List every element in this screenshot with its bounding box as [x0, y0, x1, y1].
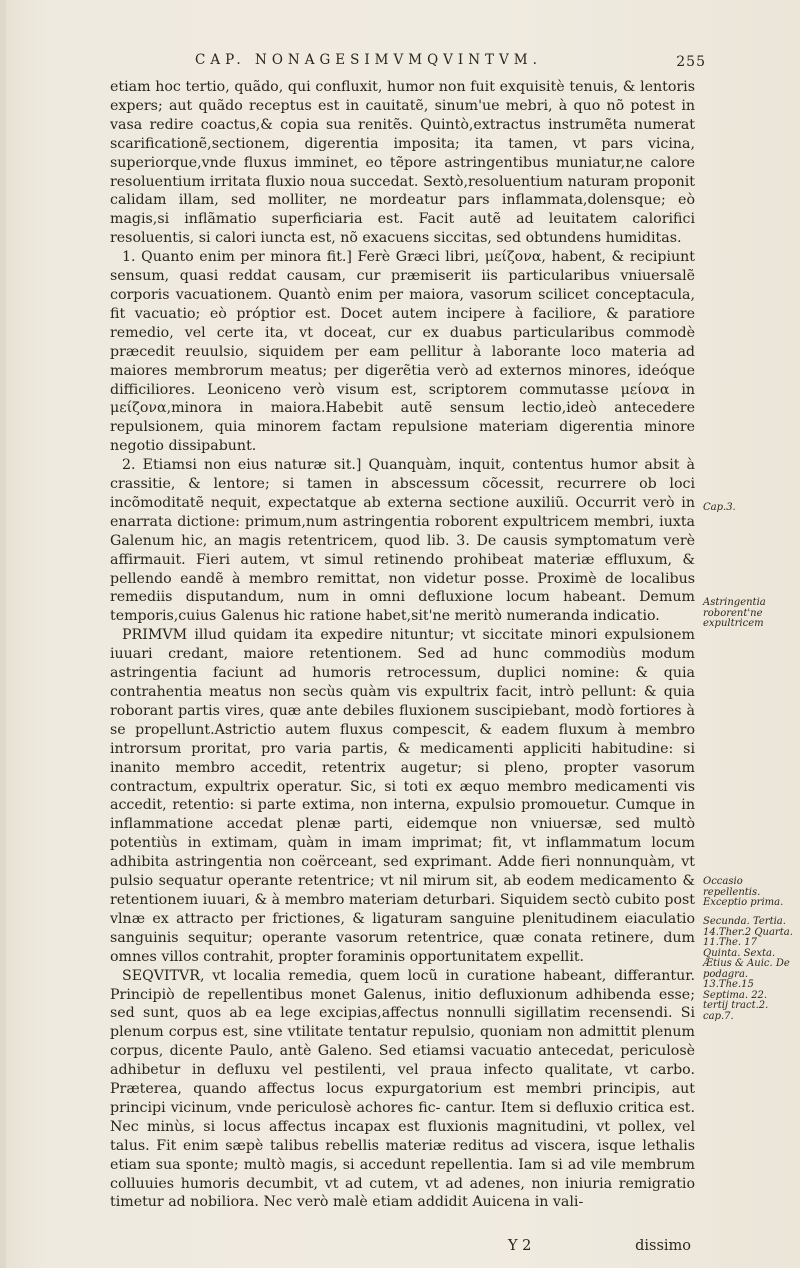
signature-mark: Y 2 — [508, 1238, 532, 1254]
paragraph-1: etiam hoc tertio, quãdo, qui confluxit, humor non fuit exquisitè tenuis, & lentoris expers; aut quãdo receptus est in cauitatẽ, sinum'ue mebri, à quo nõ potest in vasa redire coactus,& copia sua renitẽs. Quintò,extractus instrumẽta numerat scarificationẽ,sectionem, digerentia imposita; ita tamen, vt pars vicina, superiorque,vnde fluxus imminet, eo tẽpore astringentibus muniatur,ne calore resoluentium irritata fluxio noua succedat. Sextò,resoluentium naturam proponit calidam illam, sed molliter, ne mordeatur pars inflammata,dolensque; eò magis,si inflãmatio superficiaria est. Facit autẽ ad leuitatem calorifici resoluentis, si calori iuncta est, nõ exacuens siccitas, sed obtundens humiditas. — [110, 79, 695, 247]
marginal-note-4: Secunda. Tertia. 14.Ther.2 Quarta. 11.The. 17 Quinta. Sexta. Ætius & Auic. De podagra. 13.The.15 Septima. 22. tertij tract.2. cap.7. — [703, 916, 793, 1022]
paragraph-5: SEQVITVR, vt localia remedia, quem locũ in curatione habeant, differantur. Principiò de repellentibus monet Galenus, initio defluxionum adhibenda esse; sed sunt, quos ab ea lege excipias,affectus nonnulli sigillatim recensendi. Si plenum corpus est, sine vtilitate tentatur repulsio, quoniam non admittit plenum corpus, dicente Paulo, antè Galeno. Sed etiamsi vacuatio antecedat, periculosè adhibetur in defluxu vel pestilenti, vel praua infecto qualitate, vt carbo. Præterea, quando affectus locus expurgatorium est membri principis, aut principi vicinum, vnde periculosè achores fic- cantur. Item si defluxio critica est. Nec minùs, si locus affectus incapax est fluxionis magnitudini, vt pollex, vel talus. Fit enim sæpè talibus rebellis materiæ reditus ad viscera, isque lethalis etiam sua sponte; multò magis, si accedunt repellentia. Iam si ad vile membrum colluuies humoris decumbit, vt ad cutem, vt ad adenes, non iniuria remigratio timetur ad nobiliora. Nec verò malè etiam addidit Auicena in vali- — [110, 967, 695, 1211]
marginal-note-3: Occasio repellentis. Exceptio prima. — [703, 876, 784, 908]
marginal-note-2: Astringentia roborent'ne expultricem — [703, 597, 766, 629]
page-edge-shadow — [0, 0, 6, 1268]
page-footer — [110, 1238, 695, 1258]
running-title: CAP. NONAGESIMVMQVINTVM. — [195, 52, 542, 68]
paragraph-3: 2. Etiamsi non eius naturæ sit.] Quanquàm, inquit, contentus humor absit à crassitie, & lentore; si tamen in abscessum cõcessit, recurrere ob loci incõmoditatẽ nequit, expectatque ab externa sectione auxiliũ. Occurrit verò in enarrata dictione: primum,num astringentia roborent expultricem membri, iuxta Galenum hic, an magis retentricem, quod lib. 3. De causis symptomatum verè affirmauit. Fieri autem, vt simul retinendo prohibeat materiæ effluxum, & pellendo eandẽ à membro remittat, non videtur posse. Proximè de localibus remediis disputandum, num in omni defluxione locum habeant. Demum temporis,cuius Galenus hic ratione habet,sit'ne meritò numeranda indicatio. — [110, 457, 695, 625]
paragraph-4: PRIMVM illud quidam ita expedire nituntur; vt siccitate minori expulsionem iuuari credant, maiore retentionem. Sed ad hunc commodiùs modum astringentia faciunt ad humoris retrocessum, duplici nomine: & quia contrahentia meatus non secùs quàm vis expultrix facit, intrò pellunt: & quia roborant partis vires, quæ ante debiles fluxionem suscipiebant, modò fortiores à se propellunt.Astrictio autem fluxus compescit, & eadem fluxum à membro introrsum proritat, pro varia partis, & medicamenti appliciti habitudine: si inanito membro accedit, retentrix augetur; si pleno, propter vasorum contractum, expultrix operatur. Sic, si toti ex æquo membro medicamenti vis accedit, retentio: si parte extima, non interna, expulsio promouetur. Cumque in inflammatione accedat plenæ parti, eidemque non vniuersæ, sed multò potentiùs in extimam, quàm in imam imprimat; fit, vt inflammatum locum adhibita astringentia non coërceant, sed exprimant. Adde fieri nonnunquàm, vt pulsio sequatur operante retentrice; vt nil mirum sit, ab eodem medicamento & retentionem iuuari, & à membro materiam deturbari. Siquidem sectò cubito post vlnæ ex attracto per frictiones, & ligaturam sanguine plenitudinem eiaculatio sanguinis sequitur; operante vasorum retentrice, quæ conata retinere, dum omnes villos contrahit, propter foraminis opportunitatem expellit. — [110, 627, 695, 965]
page-number: 255 — [676, 54, 706, 70]
marginal-note-1: Cap.3. — [703, 502, 736, 513]
catchword: dissimo — [635, 1238, 691, 1254]
paragraph-2: 1. Quanto enim per minora fit.] Ferè Græci libri, μείζονα, habent, & recipiunt sensum, quasi reddat causam, cur præmiserit iis particularibus vniuersalẽ corporis vacuationem. Quantò enim per maiora, vasorum scilicet conceptacula, fit vacuatio; eò próptior est. Docet autem incipere à faciliore, & paratiore remedio, vel certe ita, vt doceat, cur ex duabus particularibus commodè præcedit reuulsio, siquidem per eam pellitur à laborante loco materia ad maiores membrorum meatus; per digerẽtia verò ad externos minores, ideóque difficiliores. Leoniceno verò visum est, scriptorem commutasse μείονα in μείζονα,minora in maiora.Habebit autẽ sensum lectio,ideò antecedere repulsionem, quia minorem factam repulsione materiam digerentia minore negotio dissipabunt. — [110, 249, 695, 455]
main-text-block — [110, 78, 695, 1212]
running-header — [90, 44, 710, 68]
